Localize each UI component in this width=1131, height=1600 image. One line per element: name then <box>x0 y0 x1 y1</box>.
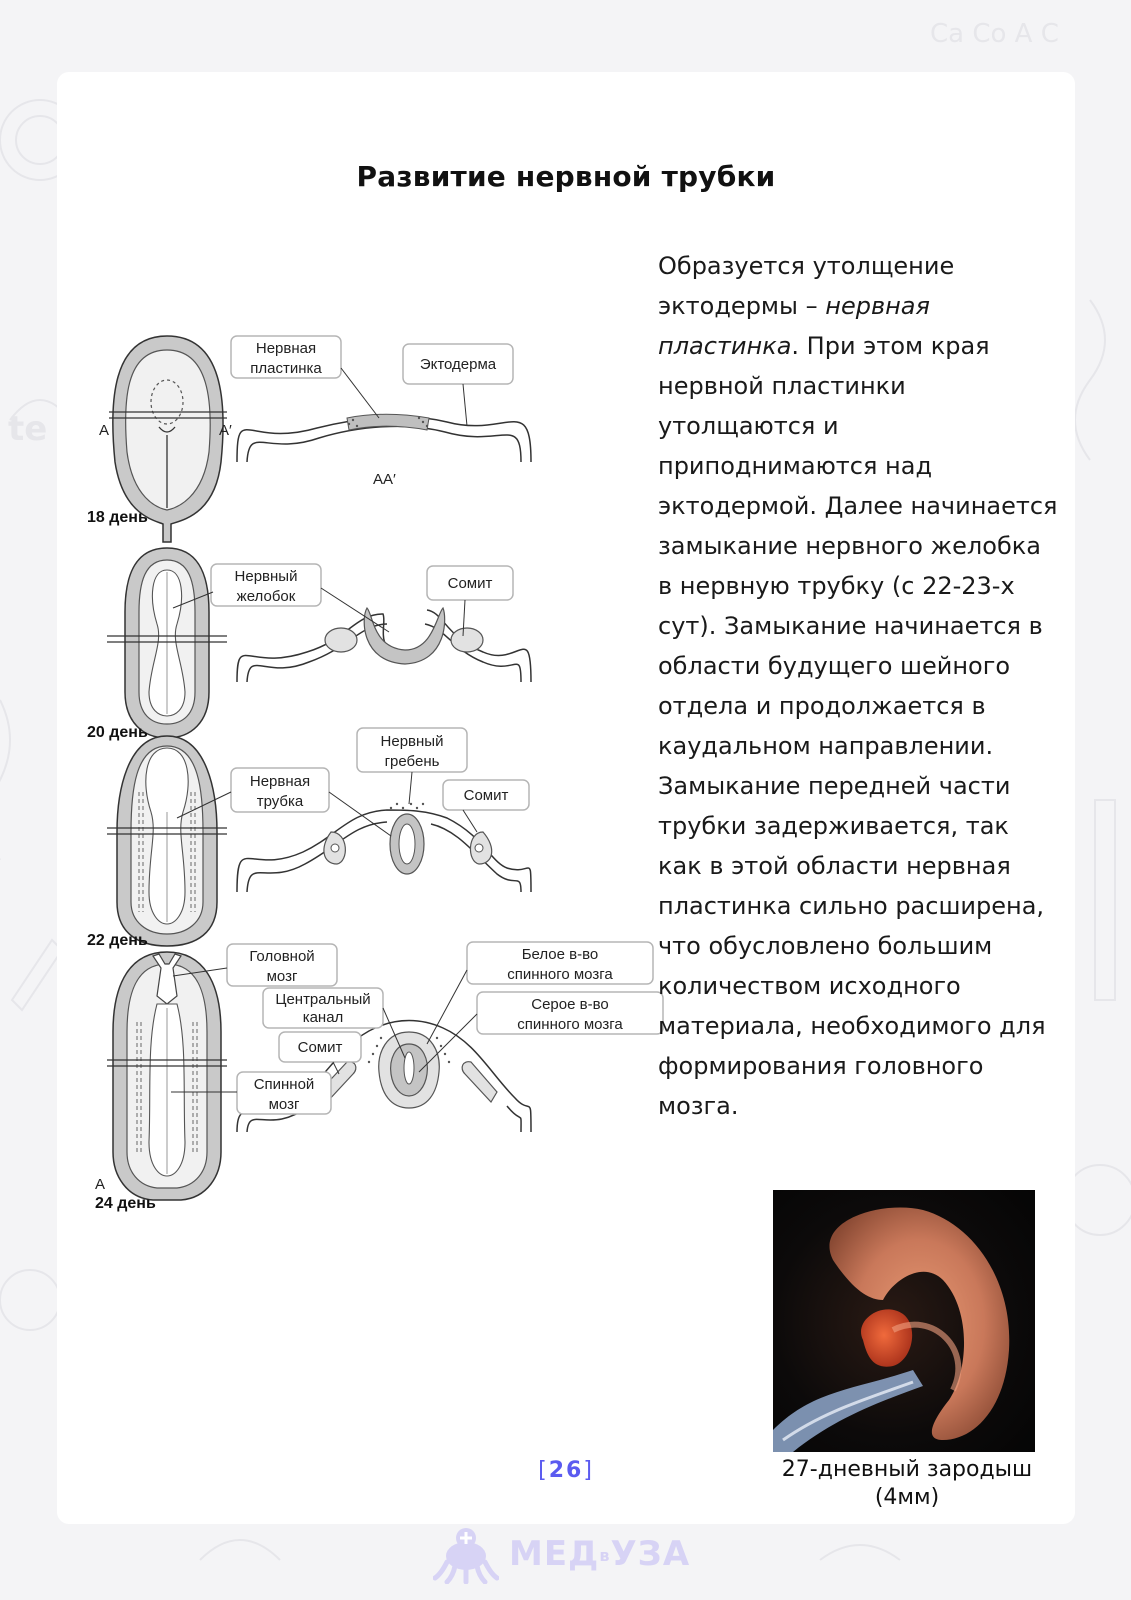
description-text <box>658 246 1058 1126</box>
label-spinal-cord-2: мозг <box>268 1096 300 1113</box>
label-neural-plate-1: Нервная <box>255 340 317 357</box>
label-white-matter-2: спинного мозга <box>507 966 613 983</box>
text-part-2: . При этом края нервной пластинки утолщаются и приподнимаются над эктодермой. Далее начинается замыкание нервного желобка в нервную трубку (с 22-23-х сут). Замыкание начинается в области будущего шейного отдела и продолжается в каудальном направлении. Замыкание передней части трубки задерживается, так как в этой области нервная пластинка сильно расширена, что обусловлено большим количеством исходного материала, необходимого для формирования головного мозга. <box>658 332 1058 1120</box>
label-spinal-cord-1: Спинной <box>253 1076 315 1093</box>
photo-caption-line-1: 27-дневный зародыш <box>781 1457 1033 1482</box>
label-neural-crest-1: Нервный <box>380 733 444 750</box>
stage-22-day <box>87 728 531 949</box>
label-central-canal-1: Центральный <box>275 991 371 1008</box>
page-number: [26] <box>538 1458 594 1483</box>
stage-24-day <box>95 942 663 1212</box>
embryo-photo <box>773 1190 1035 1452</box>
page-card <box>57 72 1075 1524</box>
term-neural-plate: нервная пластинка <box>658 292 930 360</box>
label-gray-matter-2: спинного мозга <box>517 1016 623 1033</box>
label-neural-tube-1: Нервная <box>249 773 311 790</box>
label-neural-tube-2: трубка <box>256 793 304 810</box>
label-neural-plate-2: пластинка <box>250 360 322 377</box>
label-gray-matter-1: Серое в-во <box>531 996 609 1013</box>
text-part-1: Образуется утолщение эктодермы – <box>658 252 955 320</box>
label-neural-groove-2: желобок <box>236 588 296 605</box>
label-brain-2: мозг <box>266 968 298 985</box>
octopus-logo-icon <box>433 1524 499 1584</box>
day-label-18: 18 день <box>87 509 148 526</box>
day-label-20: 20 день <box>87 724 148 741</box>
day-label-22: 22 день <box>87 932 148 949</box>
label-a: A <box>99 422 110 439</box>
label-somite-24: Сомит <box>297 1039 343 1056</box>
stage-18-day <box>87 336 531 542</box>
day-label-24: 24 день <box>95 1195 156 1212</box>
label-somite-20: Сомит <box>447 575 493 592</box>
label-neural-crest-2: гребень <box>384 753 440 770</box>
label-aa-prime: AA′ <box>373 471 396 488</box>
label-a-24: A <box>95 1176 106 1193</box>
label-a-prime: A′ <box>219 422 232 439</box>
photo-caption-line-2: (4мм) <box>874 1485 940 1510</box>
label-neural-groove-1: Нервный <box>234 568 298 585</box>
svg-text:te: te <box>8 409 48 449</box>
label-white-matter-1: Белое в-во <box>521 946 599 963</box>
label-ectoderm: Эктодерма <box>419 356 497 373</box>
label-brain-1: Головной <box>249 948 315 965</box>
svg-text:Ca Co A C: Ca Co A C <box>930 19 1059 49</box>
page-title: Развитие нервной трубки <box>356 160 776 193</box>
stage-20-day <box>87 548 531 741</box>
neural-tube-diagram <box>87 252 667 1222</box>
label-somite-22: Сомит <box>463 787 509 804</box>
page-number-value: 26 <box>548 1458 584 1483</box>
medvuza-logo <box>433 1522 690 1586</box>
logo-text: МЕДвУЗА <box>509 1534 691 1574</box>
label-central-canal-2: канал <box>302 1009 344 1026</box>
